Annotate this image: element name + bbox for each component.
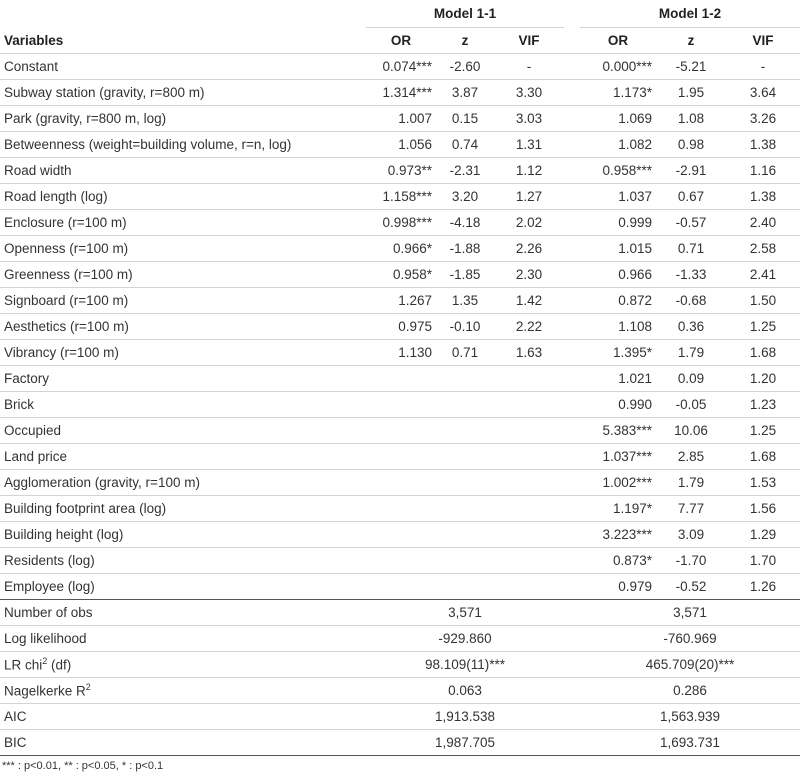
model-1-1-vif: 3.30 (494, 80, 564, 106)
variable-label: Road length (log) (0, 184, 366, 210)
model-1-2-or: 0.999 (580, 210, 656, 236)
table-row (0, 392, 800, 418)
vif-header: VIF (518, 33, 540, 48)
model-1-1-vif (494, 366, 564, 392)
table-row (0, 262, 800, 288)
variable-label: Park (gravity, r=800 m, log) (0, 106, 366, 132)
model-1-2-vif: 1.53 (726, 470, 800, 496)
model-1-2-stat: 1,693.731 (580, 730, 800, 756)
column-gap (564, 210, 580, 236)
model-1-1-vif (494, 444, 564, 470)
stat-label-text: LR chi (4, 657, 43, 673)
model-1-2-or: 1.002*** (580, 470, 656, 496)
variable-label: Occupied (0, 418, 366, 444)
model-1-1-header: Model 1-1 (366, 0, 564, 28)
variable-label: Openness (r=100 m) (0, 236, 366, 262)
z-header: z (687, 33, 695, 48)
model-1-2-vif: 1.50 (726, 288, 800, 314)
stat-label (0, 704, 366, 730)
model-1-2-z: -1.70 (656, 548, 726, 574)
model-1-1-vif: 2.22 (494, 314, 564, 340)
table-row (0, 132, 800, 158)
model-1-2-vif: 1.70 (726, 548, 800, 574)
model-1-2-vif: 1.38 (726, 132, 800, 158)
variable-label: Enclosure (r=100 m) (0, 210, 366, 236)
model-1-2-or: 0.990 (580, 392, 656, 418)
model-1-2-vif: 1.26 (726, 574, 800, 600)
model-1-2-z: 1.08 (656, 106, 726, 132)
variable-label: Residents (log) (0, 548, 366, 574)
model-1-2-vif: 1.16 (726, 158, 800, 184)
model-1-2-or: 1.037*** (580, 444, 656, 470)
model-1-2-z: 0.67 (656, 184, 726, 210)
variable-label: Vibrancy (r=100 m) (0, 340, 366, 366)
model-1-2-z: 0.71 (656, 236, 726, 262)
column-gap (564, 626, 580, 652)
model-1-2-or: 1.037 (580, 184, 656, 210)
model-1-1-z: -1.88 (436, 236, 494, 262)
column-gap (564, 600, 580, 626)
model-1-2-vif: 3.26 (726, 106, 800, 132)
model-1-2-or: 1.069 (580, 106, 656, 132)
model-1-2-z: -0.52 (656, 574, 726, 600)
table-row (0, 54, 800, 80)
stat-row (0, 678, 800, 704)
model-1-2-vif: 2.58 (726, 236, 800, 262)
column-gap (564, 80, 580, 106)
superscript: 2 (85, 682, 91, 693)
model-1-1-vif (494, 548, 564, 574)
model-1-1-z (436, 548, 494, 574)
table-row (0, 210, 800, 236)
stat-row (0, 704, 800, 730)
model-1-2-vif: 1.23 (726, 392, 800, 418)
model-1-1-or (366, 548, 436, 574)
model-1-2-stat: 1,563.939 (580, 704, 800, 730)
column-gap (564, 54, 580, 80)
table-row (0, 366, 800, 392)
model-1-2-or: 0.966 (580, 262, 656, 288)
stat-label-text: Log likelihood (4, 631, 87, 646)
model-1-1-vif: 1.63 (494, 340, 564, 366)
model-1-1-z: 0.74 (436, 132, 494, 158)
model-1-1-or: 1.158*** (366, 184, 436, 210)
column-gap (564, 470, 580, 496)
table-row (0, 158, 800, 184)
model-1-1-vif: 1.12 (494, 158, 564, 184)
model-1-1-vif (494, 496, 564, 522)
model-1-2-or: 0.000*** (580, 54, 656, 80)
column-gap (564, 366, 580, 392)
model-1-2-z: 0.98 (656, 132, 726, 158)
model-1-1-or (366, 444, 436, 470)
model-1-1-z: 0.71 (436, 340, 494, 366)
variable-label: Signboard (r=100 m) (0, 288, 366, 314)
model-1-1-z: -1.85 (436, 262, 494, 288)
model-1-2-or: 3.223*** (580, 522, 656, 548)
column-gap (564, 652, 580, 678)
model-1-1-or: 0.966* (366, 236, 436, 262)
model-1-1-or: 0.973** (366, 158, 436, 184)
variable-label: Employee (log) (0, 574, 366, 600)
model-1-1-vif: 3.03 (494, 106, 564, 132)
model-1-1-vif (494, 574, 564, 600)
model-1-1-or (366, 496, 436, 522)
model-1-1-or (366, 522, 436, 548)
stat-label (0, 600, 366, 626)
table-row (0, 314, 800, 340)
model-1-1-z: -0.10 (436, 314, 494, 340)
column-gap (564, 678, 580, 704)
model-1-1-vif: - (494, 54, 564, 80)
stat-row (0, 600, 800, 626)
model-1-1-vif (494, 470, 564, 496)
model-1-2-or: 0.873* (580, 548, 656, 574)
model-1-2-or: 1.082 (580, 132, 656, 158)
variable-label: Brick (0, 392, 366, 418)
column-gap (564, 132, 580, 158)
variable-label: Factory (0, 366, 366, 392)
model-1-1-z (436, 522, 494, 548)
model-1-1-vif: 2.30 (494, 262, 564, 288)
model-1-2-z: -2.91 (656, 158, 726, 184)
stat-label-text: AIC (4, 709, 27, 724)
variable-label: Subway station (gravity, r=800 m) (0, 80, 366, 106)
stat-label-text: BIC (4, 735, 27, 750)
stat-label-text: Nagelkerke R (4, 683, 86, 699)
table-row (0, 496, 800, 522)
stat-label (0, 678, 366, 704)
model-1-1-z (436, 496, 494, 522)
model-1-2-z: 2.85 (656, 444, 726, 470)
z-header: z (461, 33, 469, 48)
model-1-1-stat: 98.109(11)*** (366, 652, 564, 678)
stat-label (0, 730, 366, 756)
column-gap (564, 158, 580, 184)
model-1-1-z (436, 418, 494, 444)
variable-label: Constant (0, 54, 366, 80)
model-1-1-vif (494, 418, 564, 444)
or-header: OR (607, 33, 629, 48)
model-1-2-vif: 2.40 (726, 210, 800, 236)
column-gap (564, 314, 580, 340)
model-1-1-z: -4.18 (436, 210, 494, 236)
model-1-2-or: 1.395* (580, 340, 656, 366)
model-1-1-vif: 2.26 (494, 236, 564, 262)
model-1-1-or (366, 392, 436, 418)
model-1-2-or: 1.108 (580, 314, 656, 340)
model-1-1-z (436, 392, 494, 418)
model-1-2-z: 0.09 (656, 366, 726, 392)
model-1-2-or: 1.015 (580, 236, 656, 262)
model-1-2-z: -0.05 (656, 392, 726, 418)
column-gap (564, 392, 580, 418)
model-1-1-z: 3.87 (436, 80, 494, 106)
model-1-1-z: 0.15 (436, 106, 494, 132)
vif-header: VIF (752, 33, 774, 48)
model-1-2-z: 0.36 (656, 314, 726, 340)
model-1-1-or (366, 574, 436, 600)
table-row (0, 80, 800, 106)
model-1-2-or: 1.173* (580, 80, 656, 106)
model-1-1-vif: 1.31 (494, 132, 564, 158)
variables-header: Variables (4, 32, 64, 48)
model-1-1-vif (494, 522, 564, 548)
model-1-1-or: 1.130 (366, 340, 436, 366)
column-gap (564, 730, 580, 756)
model-1-1-or (366, 366, 436, 392)
model-1-1-vif (494, 392, 564, 418)
model-1-2-vif: 1.25 (726, 418, 800, 444)
variable-label: Road width (0, 158, 366, 184)
column-gap (564, 574, 580, 600)
model-1-1-stat: 3,571 (366, 600, 564, 626)
table-row (0, 236, 800, 262)
model-1-1-or: 0.958* (366, 262, 436, 288)
model-1-2-z: -0.68 (656, 288, 726, 314)
variable-label: Land price (0, 444, 366, 470)
column-gap (564, 496, 580, 522)
model-1-1-vif: 1.42 (494, 288, 564, 314)
model-1-2-vif: 1.68 (726, 444, 800, 470)
model-1-2-vif: 1.20 (726, 366, 800, 392)
table-row (0, 418, 800, 444)
table-row (0, 288, 800, 314)
model-1-1-or: 0.998*** (366, 210, 436, 236)
model-1-1-z: -2.60 (436, 54, 494, 80)
column-gap (564, 548, 580, 574)
column-gap (564, 522, 580, 548)
model-1-2-vif: 1.29 (726, 522, 800, 548)
variable-label: Aesthetics (r=100 m) (0, 314, 366, 340)
model-1-2-vif: - (726, 54, 800, 80)
table-row (0, 184, 800, 210)
model-1-1-or: 1.314*** (366, 80, 436, 106)
model-1-1-z (436, 444, 494, 470)
column-gap (564, 236, 580, 262)
model-1-2-or: 1.021 (580, 366, 656, 392)
variable-label: Betweenness (weight=building volume, r=n, log) (0, 132, 366, 158)
variable-label: Building footprint area (log) (0, 496, 366, 522)
model-1-2-stat: 0.286 (580, 678, 800, 704)
table-row (0, 444, 800, 470)
model-1-2-or: 0.958*** (580, 158, 656, 184)
model-1-1-or: 0.074*** (366, 54, 436, 80)
model-1-2-vif: 1.68 (726, 340, 800, 366)
model-1-1-vif: 1.27 (494, 184, 564, 210)
significance-footnote: *** : p<0.01, ** : p<0.05, * : p<0.1 (2, 760, 164, 772)
model-1-2-or: 0.979 (580, 574, 656, 600)
variable-label: Building height (log) (0, 522, 366, 548)
model-1-1-z: 1.35 (436, 288, 494, 314)
model-1-2-stat: -760.969 (580, 626, 800, 652)
model-1-2-vif: 1.38 (726, 184, 800, 210)
model-1-1-stat: -929.860 (366, 626, 564, 652)
stat-row (0, 652, 800, 678)
model-1-2-z: -1.33 (656, 262, 726, 288)
table-row (0, 340, 800, 366)
column-gap (564, 106, 580, 132)
column-gap (564, 340, 580, 366)
stat-label (0, 626, 366, 652)
model-1-1-z: 3.20 (436, 184, 494, 210)
model-1-1-stat: 1,913.538 (366, 704, 564, 730)
model-1-1-z (436, 470, 494, 496)
model-1-1-or: 1.056 (366, 132, 436, 158)
column-gap (564, 418, 580, 444)
stat-row (0, 626, 800, 652)
model-1-2-vif: 3.64 (726, 80, 800, 106)
column-gap (564, 444, 580, 470)
column-header-row (0, 28, 800, 54)
model-1-2-z: 1.95 (656, 80, 726, 106)
stat-label-text: Number of obs (4, 605, 93, 620)
variable-label: Agglomeration (gravity, r=100 m) (0, 470, 366, 496)
superscript: 2 (42, 656, 48, 667)
model-1-1-or: 0.975 (366, 314, 436, 340)
table-row (0, 106, 800, 132)
model-1-2-or: 0.872 (580, 288, 656, 314)
model-1-1-or: 1.007 (366, 106, 436, 132)
table-row (0, 522, 800, 548)
model-1-1-z: -2.31 (436, 158, 494, 184)
table-row (0, 470, 800, 496)
column-gap (564, 262, 580, 288)
model-1-2-stat: 3,571 (580, 600, 800, 626)
table-row (0, 574, 800, 600)
model-1-1-or (366, 418, 436, 444)
model-1-2-or: 5.383*** (580, 418, 656, 444)
model-1-1-vif: 2.02 (494, 210, 564, 236)
or-header: OR (390, 33, 412, 48)
model-1-2-vif: 2.41 (726, 262, 800, 288)
column-gap (564, 704, 580, 730)
table-row (0, 548, 800, 574)
model-1-2-z: 10.06 (656, 418, 726, 444)
model-1-1-z (436, 366, 494, 392)
model-1-1-or: 1.267 (366, 288, 436, 314)
model-1-1-stat: 1,987.705 (366, 730, 564, 756)
stat-label-tail: (df) (47, 657, 72, 673)
model-1-2-vif: 1.25 (726, 314, 800, 340)
model-1-2-z: 1.79 (656, 470, 726, 496)
model-1-1-z (436, 574, 494, 600)
stat-label (0, 652, 366, 678)
model-1-1-stat: 0.063 (366, 678, 564, 704)
model-1-2-z: -0.57 (656, 210, 726, 236)
model-1-1-or (366, 470, 436, 496)
stat-row (0, 730, 800, 756)
column-gap (564, 184, 580, 210)
model-1-2-vif: 1.56 (726, 496, 800, 522)
model-1-2-or: 1.197* (580, 496, 656, 522)
variable-label: Greenness (r=100 m) (0, 262, 366, 288)
model-1-2-z: -5.21 (656, 54, 726, 80)
column-gap (564, 288, 580, 314)
model-header-row (0, 0, 800, 28)
model-1-2-z: 3.09 (656, 522, 726, 548)
model-1-2-stat: 465.709(20)*** (580, 652, 800, 678)
model-1-2-header: Model 1-2 (580, 0, 800, 28)
model-1-2-z: 1.79 (656, 340, 726, 366)
model-1-2-z: 7.77 (656, 496, 726, 522)
